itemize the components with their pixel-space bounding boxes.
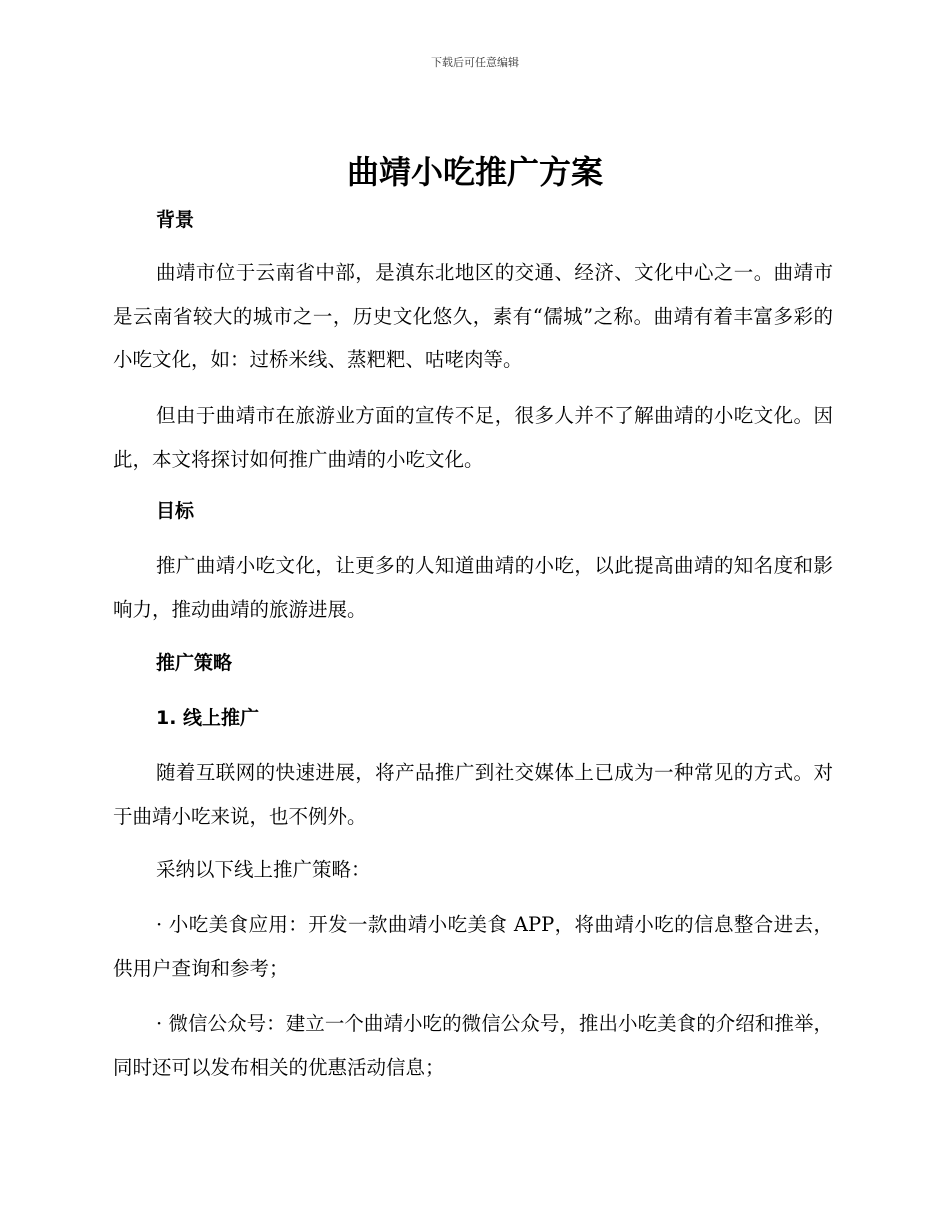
section-heading-strategy: 推广策略 [156, 652, 233, 674]
list-item-wechat: · 微信公众号：建立一个曲靖小吃的微信公众号，推出小吃美食的介绍和推举，同时还可以发布相关的优惠活动信息； [113, 1012, 833, 1079]
section-heading-background: 背景 [156, 209, 195, 231]
document-title: 曲靖小吃推广方案 [346, 153, 603, 191]
paragraph-goal-1: 推广曲靖小吃文化，让更多的人知道曲靖的小吃，以此提高曲靖的知名度和影响力，推动曲靖的旅游进展。 [113, 554, 833, 621]
list-item-app: · 小吃美食应用：开发一款曲靖小吃美食 APP，将曲靖小吃的信息整合进去，供用户查询和参考； [113, 913, 833, 980]
paragraph-online-2: 采纳以下线上推广策略： [156, 858, 371, 881]
paragraph-online-1: 随着互联网的快速进展，将产品推广到社交媒体上已成为一种常见的方式。对于曲靖小吃来说，也不例外。 [113, 761, 833, 828]
paragraph-background-1: 曲靖市位于云南省中部，是滇东北地区的交通、经济、文化中心之一。曲靖市是云南省较大的城市之一，历史文化悠久，素有“儒城”之称。曲靖有着丰富多彩的小吃文化，如：过桥米线、蒸粑粑、咕咾肉等。 [113, 261, 833, 371]
paragraph-background-2: 但由于曲靖市在旅游业方面的宣传不足，很多人并不了解曲靖的小吃文化。因此，本文将探讨如何推广曲靖的小吃文化。 [113, 404, 833, 471]
section-heading-goal: 目标 [156, 500, 195, 522]
page-header-note: 下载后可任意编辑 [431, 56, 519, 69]
subsection-heading-online: 1. 线上推广 [156, 707, 260, 729]
